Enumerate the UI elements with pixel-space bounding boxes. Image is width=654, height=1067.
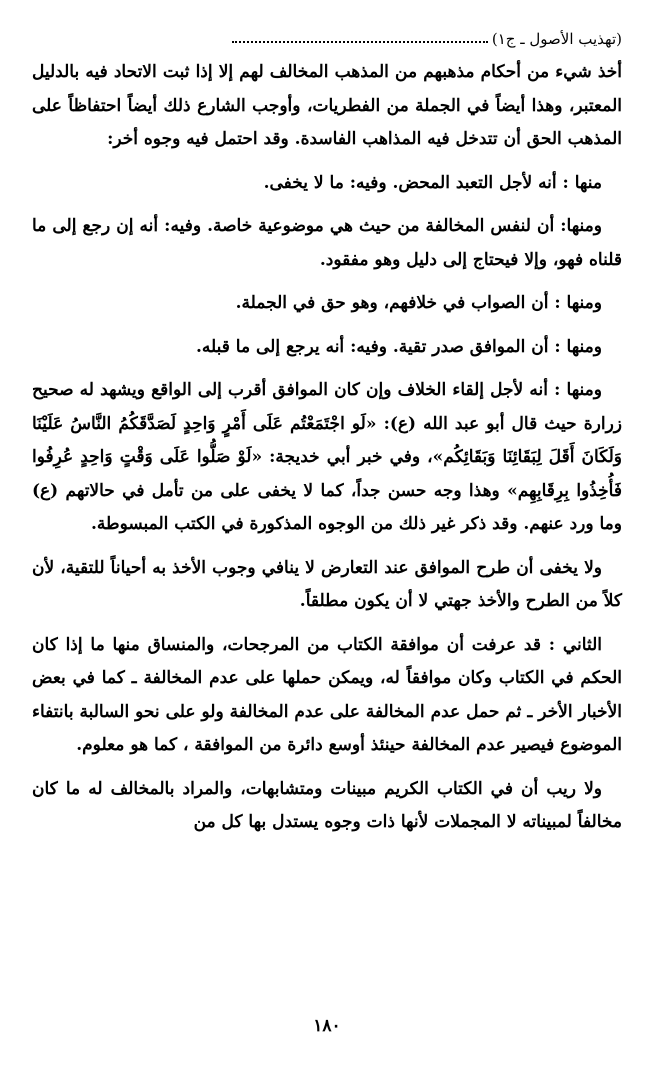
running-header — [32, 26, 622, 52]
running-title: (تهذيب الأصول ـ ج١) — [491, 30, 622, 48]
body-text — [32, 56, 622, 840]
paragraph-4: ومنها : أن الصواب في خلافهم، وهو حق في الجملة. — [235, 293, 602, 313]
paragraph-6: ومنها : أنه لأجل إلقاء الخلاف وإن كان الموافق أقرب إلى الواقع ويشهد له صحيح زرارة حيث قال أبو عبد الله (ع): «لَو اجْتَمَعْتُم عَلَى أَمْرٍ وَاحِدٍ لَصَدَّقَكُمُ النَّاسُ عَلَيْنَا وَلَكَانَ أَقَلَ لِبَقَائِنَا وَبَقَائِكُم»، وفي خبر أبي خديجة: «لَوْ صَلُّوا عَلَى وَقْتٍ وَاحِدٍ عُرِفُوا فَأُخِذُوا بِرِقَابِهِم» وهذا وجه حسن جداً، كما لا يخفى على من تأمل في حالاتهم (ع) وما ورد عنهم. وقد ذكر غير ذلك من الوجوه المذكورة في الكتب المبسوطة. — [32, 380, 622, 534]
paragraph-1: أخذ شيء من أحكام مذهبهم من المذهب المخالف لهم إلا إذا ثبت الاتحاد فيه بالدليل المعتبر، وهذا أيضاً في الجملة من الفطريات، وأوجب الشارع ذلك أيضاً احتفاظاً على المذهب الحق أن تتدخل فيه المذاهب الفاسدة. وقد احتمل فيه وجوه أخر: — [32, 62, 622, 149]
dotted-leader — [232, 41, 488, 43]
paragraph-2: منها : أنه لأجل التعبد المحض. وفيه: ما لا يخفى. — [263, 172, 602, 193]
paragraph-8: الثاني : قد عرفت أن موافقة الكتاب من المرجحات، والمنساق منها ما إذا كان الحكم في الكتاب وكان موافقاً له، ويمكن حملها على عدم المخالفة ـ كما في بعض الأخبار الأخر ـ ثم حمل عدم المخالفة على عدم المخالفة ولو على نحو السالبة بانتفاء الموضوع فيصير عدم المخالفة حينئذ أوسع دائرة من الموافقة ، كما هو معلوم. — [32, 634, 622, 755]
paragraph-5: ومنها : أن الموافق صدر تقية. وفيه: أنه يرجع إلى ما قبله. — [195, 336, 602, 357]
paragraph-3: ومنها: أن لنفس المخالفة من حيث هي موضوعية خاصة. وفيه: أنه إن رجع إلى ما قلناه فهو، وإلا فيحتاج إلى دليل وهو مفقود. — [32, 216, 622, 270]
page-number: ١٨٠ — [313, 1016, 341, 1036]
paragraph-9: ولا ريب أن في الكتاب الكريم مبينات ومتشابهات، والمراد بالمخالف له ما كان مخالفاً لمبيناته لا المجملات لأنها ذات وجوه يستدل بها كل من — [32, 778, 622, 832]
paragraph-7: ولا يخفى أن طرح الموافق عند التعارض لا ينافي وجوب الأخذ به أحياناً للتقية، لأن كلاً من الطرح والأخذ جهتي لا أن يكون مطلقاً. — [32, 557, 622, 611]
